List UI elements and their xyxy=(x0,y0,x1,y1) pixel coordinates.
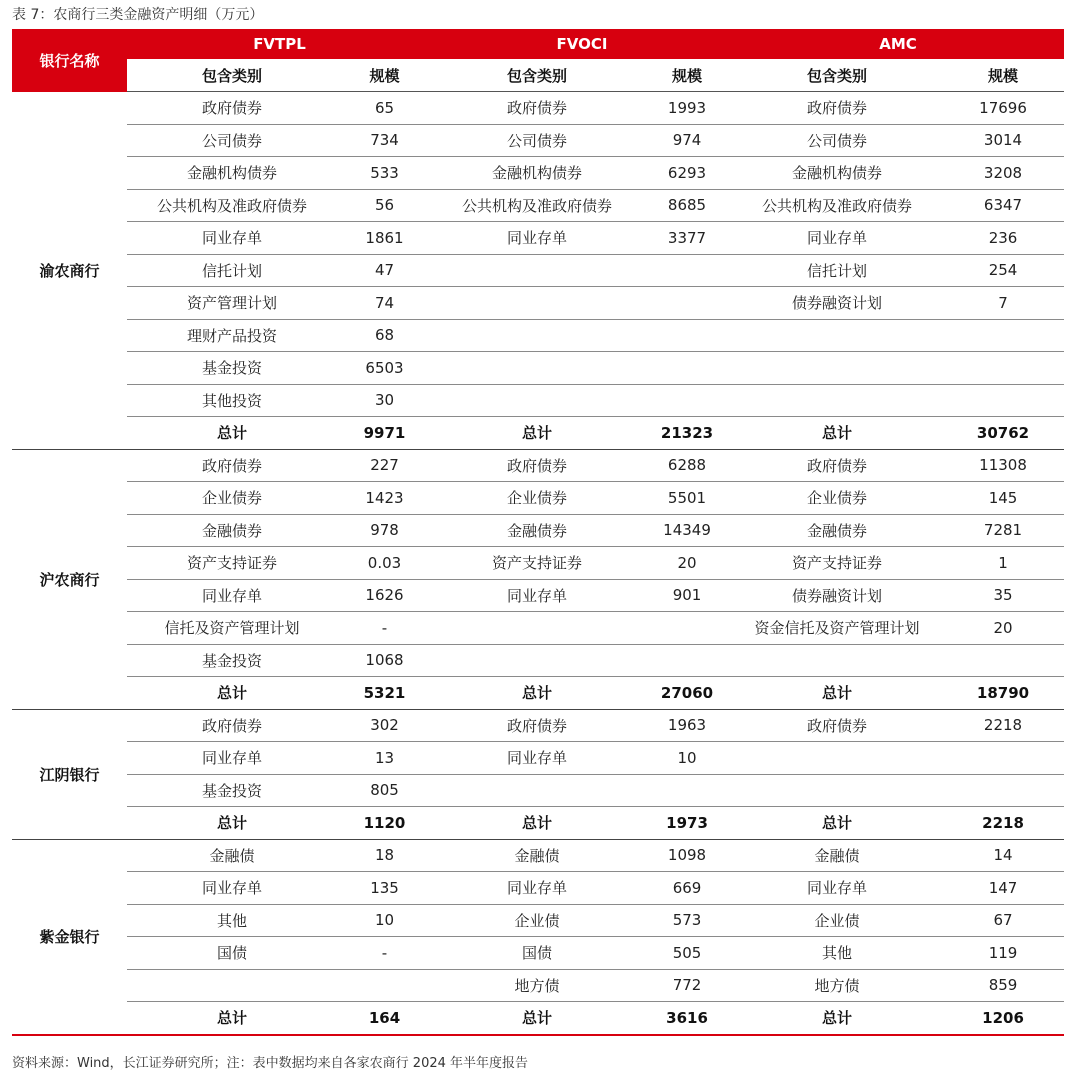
fvtpl-scale-cell: 302 xyxy=(337,709,432,742)
amc-category-cell xyxy=(732,384,942,417)
fvoci-category-header: 包含类别 xyxy=(432,59,642,92)
bank-name-cell: 渝农商行 xyxy=(12,92,127,450)
fvtpl-category-cell: 政府债券 xyxy=(127,709,337,742)
fvtpl-scale-cell: 164 xyxy=(337,1002,432,1035)
table-row xyxy=(12,904,1064,937)
fvtpl-scale-cell: 18 xyxy=(337,839,432,872)
amc-category-cell xyxy=(732,774,942,807)
fvtpl-category-cell: 同业存单 xyxy=(127,742,337,775)
fvtpl-scale-cell: 65 xyxy=(337,92,432,125)
fvoci-category-cell: 同业存单 xyxy=(432,872,642,905)
amc-category-cell: 地方债 xyxy=(732,969,942,1002)
amc-category-cell: 总计 xyxy=(732,677,942,710)
fvoci-scale-cell: 6293 xyxy=(642,157,732,190)
fvoci-scale-cell xyxy=(642,644,732,677)
fvoci-scale-cell: 505 xyxy=(642,937,732,970)
amc-scale-cell xyxy=(942,644,1064,677)
fvoci-scale-cell: 901 xyxy=(642,579,732,612)
fvoci-scale-cell xyxy=(642,319,732,352)
fvoci-category-cell: 政府债券 xyxy=(432,709,642,742)
amc-category-cell: 资金信托及资产管理计划 xyxy=(732,612,942,645)
table-row xyxy=(12,969,1064,1002)
fvtpl-category-cell: 其他 xyxy=(127,904,337,937)
amc-category-cell xyxy=(732,352,942,385)
amc-category-cell: 总计 xyxy=(732,807,942,840)
fvoci-category-cell: 政府债券 xyxy=(432,449,642,482)
fvtpl-category-cell: 基金投资 xyxy=(127,774,337,807)
fvtpl-scale-cell: 1861 xyxy=(337,222,432,255)
bank-name-header: 银行名称 xyxy=(12,29,127,92)
amc-category-cell: 企业债 xyxy=(732,904,942,937)
amc-category-cell: 同业存单 xyxy=(732,222,942,255)
fvoci-scale-cell: 21323 xyxy=(642,417,732,450)
amc-category-cell: 政府债券 xyxy=(732,709,942,742)
table-row xyxy=(12,514,1064,547)
table-row xyxy=(12,254,1064,287)
table-row xyxy=(12,482,1064,515)
total-row xyxy=(12,677,1064,710)
fvtpl-scale-cell: 805 xyxy=(337,774,432,807)
fvoci-scale-cell: 6288 xyxy=(642,449,732,482)
fvoci-category-cell: 公司债券 xyxy=(432,124,642,157)
total-row xyxy=(12,1002,1064,1035)
fvtpl-category-cell: 其他投资 xyxy=(127,384,337,417)
amc-scale-cell: 254 xyxy=(942,254,1064,287)
fvoci-category-cell xyxy=(432,384,642,417)
fvtpl-category-cell: 理财产品投资 xyxy=(127,319,337,352)
fvoci-category-cell: 金融债券 xyxy=(432,514,642,547)
bank-name-cell: 沪农商行 xyxy=(12,449,127,709)
fvtpl-scale-cell: 9971 xyxy=(337,417,432,450)
amc-scale-cell: 20 xyxy=(942,612,1064,645)
fvtpl-category-cell: 企业债券 xyxy=(127,482,337,515)
fvoci-category-cell: 政府债券 xyxy=(432,92,642,125)
table-row xyxy=(12,352,1064,385)
amc-scale-cell: 7 xyxy=(942,287,1064,320)
amc-category-cell: 总计 xyxy=(732,1002,942,1035)
amc-scale-header: 规模 xyxy=(942,59,1064,92)
total-row xyxy=(12,417,1064,450)
fvtpl-scale-header: 规模 xyxy=(337,59,432,92)
fvoci-scale-cell: 8685 xyxy=(642,189,732,222)
amc-category-cell: 信托计划 xyxy=(732,254,942,287)
fvtpl-scale-cell: 13 xyxy=(337,742,432,775)
assets-table xyxy=(12,29,1064,1036)
fvoci-scale-cell: 5501 xyxy=(642,482,732,515)
amc-category-cell xyxy=(732,319,942,352)
fvoci-scale-header: 规模 xyxy=(642,59,732,92)
fvtpl-category-cell: 信托计划 xyxy=(127,254,337,287)
amc-category-cell: 同业存单 xyxy=(732,872,942,905)
table-row xyxy=(12,157,1064,190)
amc-scale-cell xyxy=(942,742,1064,775)
table-row xyxy=(12,319,1064,352)
fvoci-category-cell: 国债 xyxy=(432,937,642,970)
fvoci-category-cell: 总计 xyxy=(432,417,642,450)
total-row xyxy=(12,807,1064,840)
amc-scale-cell: 67 xyxy=(942,904,1064,937)
fvtpl-category-cell: 总计 xyxy=(127,1002,337,1035)
amc-scale-cell: 7281 xyxy=(942,514,1064,547)
source-note: 资料来源：Wind，长江证券研究所；注：表中数据均来自各家农商行 2024 年半年度报告 xyxy=(12,1056,529,1071)
amc-scale-cell: 35 xyxy=(942,579,1064,612)
group-header-fvoci: FVOCI xyxy=(432,29,732,59)
table-row xyxy=(12,222,1064,255)
amc-category-cell: 公司债券 xyxy=(732,124,942,157)
fvtpl-scale-cell: 10 xyxy=(337,904,432,937)
fvtpl-category-cell: 政府债券 xyxy=(127,92,337,125)
fvtpl-scale-cell: 30 xyxy=(337,384,432,417)
fvoci-category-cell xyxy=(432,319,642,352)
amc-scale-cell: 6347 xyxy=(942,189,1064,222)
fvtpl-scale-cell: 533 xyxy=(337,157,432,190)
group-header-fvtpl: FVTPL xyxy=(127,29,432,59)
table-row xyxy=(12,774,1064,807)
table-row xyxy=(12,612,1064,645)
amc-category-header: 包含类别 xyxy=(732,59,942,92)
amc-category-cell: 其他 xyxy=(732,937,942,970)
fvtpl-scale-cell: 74 xyxy=(337,287,432,320)
table-row xyxy=(12,384,1064,417)
fvoci-category-cell xyxy=(432,774,642,807)
fvtpl-category-cell: 资产管理计划 xyxy=(127,287,337,320)
fvtpl-category-cell: 金融债 xyxy=(127,839,337,872)
amc-scale-cell: 18790 xyxy=(942,677,1064,710)
fvoci-scale-cell: 3377 xyxy=(642,222,732,255)
fvtpl-category-header: 包含类别 xyxy=(127,59,337,92)
group-header-amc: AMC xyxy=(732,29,1064,59)
amc-scale-cell: 119 xyxy=(942,937,1064,970)
fvtpl-category-cell: 信托及资产管理计划 xyxy=(127,612,337,645)
fvoci-category-cell xyxy=(432,644,642,677)
table-caption: 表 7：农商行三类金融资产明细（万元） xyxy=(12,7,264,23)
amc-scale-cell: 2218 xyxy=(942,807,1064,840)
fvoci-category-cell: 金融债 xyxy=(432,839,642,872)
fvoci-scale-cell: 573 xyxy=(642,904,732,937)
fvoci-category-cell: 总计 xyxy=(432,1002,642,1035)
amc-category-cell xyxy=(732,644,942,677)
table-row xyxy=(12,872,1064,905)
fvtpl-category-cell: 金融债券 xyxy=(127,514,337,547)
fvtpl-scale-cell: 56 xyxy=(337,189,432,222)
fvoci-category-cell: 总计 xyxy=(432,807,642,840)
fvtpl-category-cell: 基金投资 xyxy=(127,352,337,385)
fvoci-scale-cell: 669 xyxy=(642,872,732,905)
fvtpl-scale-cell xyxy=(337,969,432,1002)
amc-scale-cell: 147 xyxy=(942,872,1064,905)
fvoci-category-cell: 企业债券 xyxy=(432,482,642,515)
fvoci-category-cell: 同业存单 xyxy=(432,222,642,255)
bank-name-cell: 紫金银行 xyxy=(12,839,127,1035)
amc-category-cell: 资产支持证券 xyxy=(732,547,942,580)
amc-scale-cell xyxy=(942,384,1064,417)
fvtpl-category-cell: 金融机构债券 xyxy=(127,157,337,190)
amc-scale-cell xyxy=(942,319,1064,352)
table-row xyxy=(12,644,1064,677)
fvoci-category-cell: 同业存单 xyxy=(432,579,642,612)
amc-scale-cell: 11308 xyxy=(942,449,1064,482)
amc-category-cell: 企业债券 xyxy=(732,482,942,515)
fvoci-scale-cell xyxy=(642,287,732,320)
fvtpl-scale-cell: 6503 xyxy=(337,352,432,385)
fvtpl-scale-cell: - xyxy=(337,937,432,970)
fvtpl-scale-cell: 47 xyxy=(337,254,432,287)
fvtpl-category-cell: 同业存单 xyxy=(127,872,337,905)
amc-scale-cell xyxy=(942,352,1064,385)
fvtpl-category-cell: 国债 xyxy=(127,937,337,970)
fvtpl-category-cell: 同业存单 xyxy=(127,222,337,255)
amc-scale-cell: 14 xyxy=(942,839,1064,872)
amc-category-cell: 总计 xyxy=(732,417,942,450)
amc-scale-cell: 30762 xyxy=(942,417,1064,450)
amc-category-cell: 公共机构及准政府债券 xyxy=(732,189,942,222)
fvoci-category-cell xyxy=(432,352,642,385)
fvoci-scale-cell: 1993 xyxy=(642,92,732,125)
table-row xyxy=(12,579,1064,612)
amc-category-cell: 债券融资计划 xyxy=(732,287,942,320)
fvtpl-scale-cell: 978 xyxy=(337,514,432,547)
amc-scale-cell: 145 xyxy=(942,482,1064,515)
table-row xyxy=(12,742,1064,775)
table-row xyxy=(12,449,1064,482)
table-row xyxy=(12,937,1064,970)
table-row xyxy=(12,709,1064,742)
fvoci-category-cell: 总计 xyxy=(432,677,642,710)
fvoci-scale-cell xyxy=(642,254,732,287)
fvoci-category-cell: 地方债 xyxy=(432,969,642,1002)
fvoci-scale-cell xyxy=(642,612,732,645)
amc-scale-cell xyxy=(942,774,1064,807)
header-row-groups xyxy=(12,29,1064,59)
fvtpl-scale-cell: 1423 xyxy=(337,482,432,515)
fvoci-category-cell: 同业存单 xyxy=(432,742,642,775)
amc-category-cell: 金融机构债券 xyxy=(732,157,942,190)
table-row xyxy=(12,287,1064,320)
fvoci-category-cell xyxy=(432,612,642,645)
fvoci-scale-cell xyxy=(642,384,732,417)
fvtpl-scale-cell: 1120 xyxy=(337,807,432,840)
bank-name-cell: 江阴银行 xyxy=(12,709,127,839)
amc-category-cell: 金融债券 xyxy=(732,514,942,547)
fvtpl-category-cell: 同业存单 xyxy=(127,579,337,612)
fvoci-scale-cell: 10 xyxy=(642,742,732,775)
table-row xyxy=(12,92,1064,125)
fvoci-category-cell xyxy=(432,254,642,287)
fvtpl-scale-cell: 734 xyxy=(337,124,432,157)
fvtpl-category-cell: 资产支持证券 xyxy=(127,547,337,580)
amc-category-cell xyxy=(732,742,942,775)
fvtpl-scale-cell: - xyxy=(337,612,432,645)
amc-category-cell: 政府债券 xyxy=(732,92,942,125)
amc-category-cell: 金融债 xyxy=(732,839,942,872)
fvtpl-category-cell: 总计 xyxy=(127,677,337,710)
fvoci-scale-cell: 1098 xyxy=(642,839,732,872)
amc-scale-cell: 3208 xyxy=(942,157,1064,190)
amc-category-cell: 政府债券 xyxy=(732,449,942,482)
fvoci-category-cell: 企业债 xyxy=(432,904,642,937)
fvtpl-category-cell: 政府债券 xyxy=(127,449,337,482)
fvoci-scale-cell: 3616 xyxy=(642,1002,732,1035)
table-row xyxy=(12,547,1064,580)
fvoci-category-cell: 公共机构及准政府债券 xyxy=(432,189,642,222)
fvtpl-category-cell: 公司债券 xyxy=(127,124,337,157)
header-row-columns xyxy=(12,59,1064,92)
fvoci-category-cell xyxy=(432,287,642,320)
fvtpl-scale-cell: 68 xyxy=(337,319,432,352)
fvtpl-category-cell: 公共机构及准政府债券 xyxy=(127,189,337,222)
fvtpl-scale-cell: 5321 xyxy=(337,677,432,710)
fvoci-scale-cell: 27060 xyxy=(642,677,732,710)
fvtpl-scale-cell: 1068 xyxy=(337,644,432,677)
amc-scale-cell: 859 xyxy=(942,969,1064,1002)
fvtpl-category-cell: 基金投资 xyxy=(127,644,337,677)
table-row xyxy=(12,124,1064,157)
fvoci-scale-cell: 1963 xyxy=(642,709,732,742)
fvtpl-scale-cell: 1626 xyxy=(337,579,432,612)
fvoci-scale-cell xyxy=(642,352,732,385)
fvtpl-category-cell xyxy=(127,969,337,1002)
fvoci-scale-cell: 772 xyxy=(642,969,732,1002)
table-row xyxy=(12,189,1064,222)
amc-scale-cell: 2218 xyxy=(942,709,1064,742)
fvoci-scale-cell: 974 xyxy=(642,124,732,157)
amc-scale-cell: 236 xyxy=(942,222,1064,255)
amc-scale-cell: 1 xyxy=(942,547,1064,580)
fvtpl-scale-cell: 0.03 xyxy=(337,547,432,580)
fvoci-scale-cell: 20 xyxy=(642,547,732,580)
amc-scale-cell: 17696 xyxy=(942,92,1064,125)
amc-scale-cell: 3014 xyxy=(942,124,1064,157)
fvoci-scale-cell: 1973 xyxy=(642,807,732,840)
fvtpl-scale-cell: 227 xyxy=(337,449,432,482)
amc-category-cell: 债券融资计划 xyxy=(732,579,942,612)
amc-scale-cell: 1206 xyxy=(942,1002,1064,1035)
table-row xyxy=(12,839,1064,872)
fvtpl-scale-cell: 135 xyxy=(337,872,432,905)
fvoci-scale-cell xyxy=(642,774,732,807)
fvtpl-category-cell: 总计 xyxy=(127,807,337,840)
fvoci-category-cell: 金融机构债券 xyxy=(432,157,642,190)
fvoci-category-cell: 资产支持证券 xyxy=(432,547,642,580)
fvtpl-category-cell: 总计 xyxy=(127,417,337,450)
fvoci-scale-cell: 14349 xyxy=(642,514,732,547)
